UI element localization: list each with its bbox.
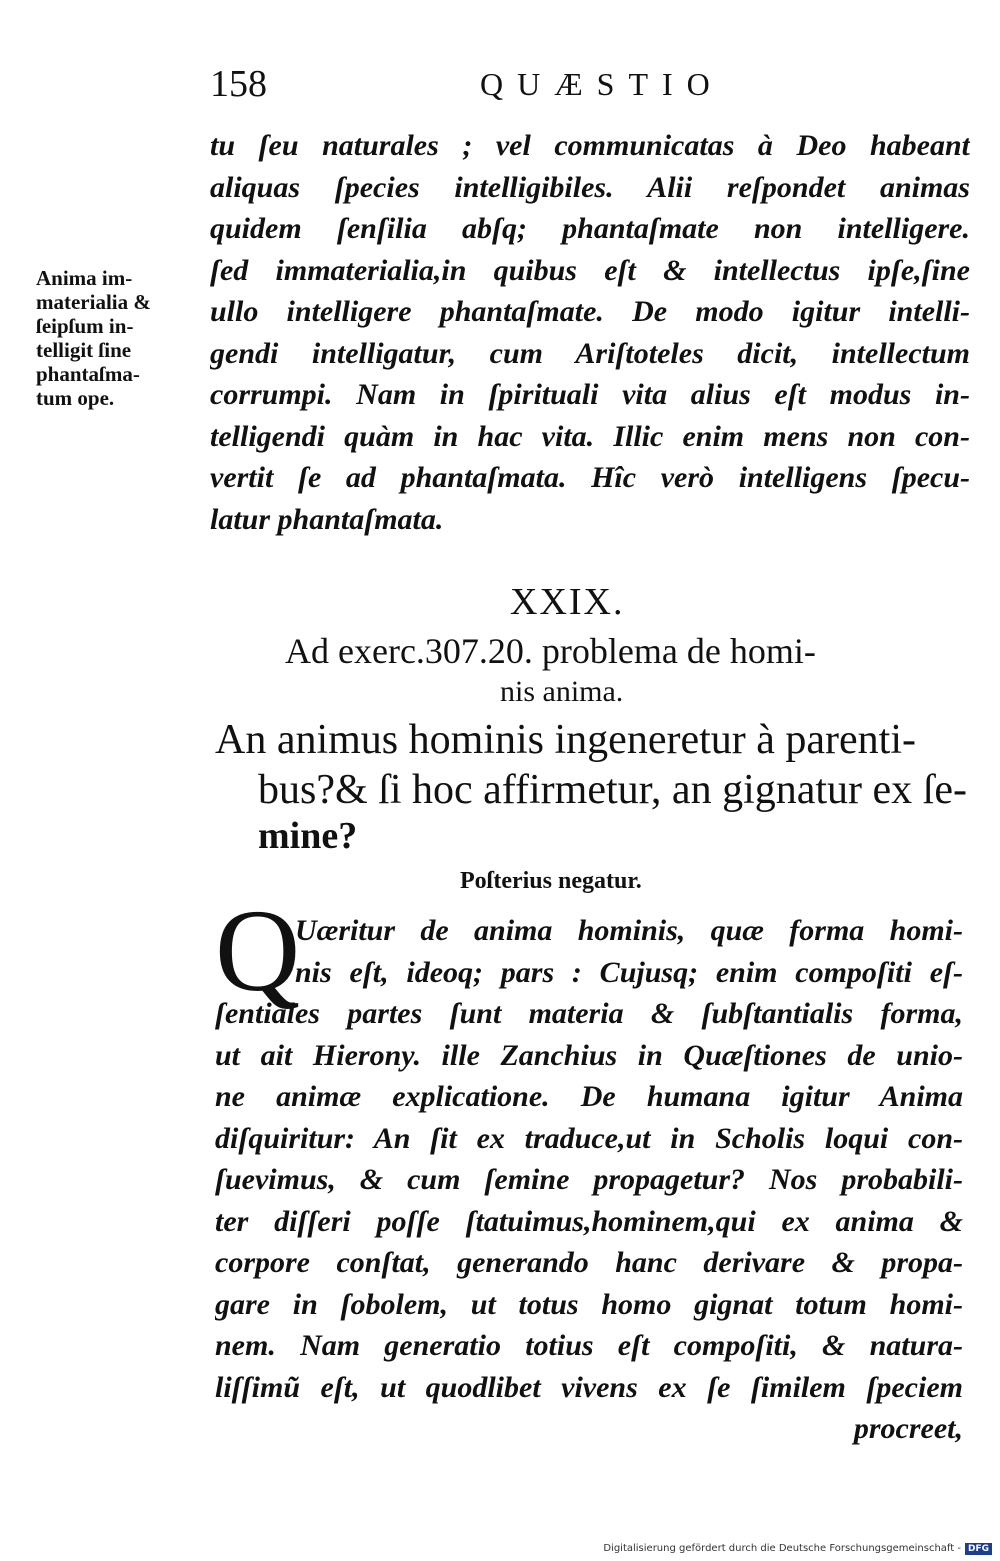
margin-note — [36, 266, 206, 410]
section-question: An animus hominis ingeneretur à parenti- — [215, 717, 916, 763]
margin-note-line: ſeipſum in- — [36, 314, 134, 338]
text-line: ne animæ explicatione. De humana igitur Anima — [215, 1080, 963, 1113]
text-line: ter diſſeri poſſe ſtatuimus,hominem,qui ex anima & — [215, 1204, 963, 1238]
text-line: telligendi quàm in hac vita. Illic enim mens non con- — [210, 419, 970, 453]
margin-note-line: materialia & — [36, 290, 151, 314]
text-line: gare in ſobolem, ut totus homo gignat totum homi- — [215, 1287, 963, 1321]
section-question: mine? — [258, 815, 358, 857]
text-line: ſed immaterialia,in quibus eſt & intellectus ipſe,ſine — [210, 253, 970, 287]
text-line: Uæritur de anima hominis, quæ forma homi- — [295, 914, 963, 947]
text-line: gendi intelligatur, cum Ariſtoteles dicit, intellectum — [210, 336, 970, 370]
page-header — [210, 62, 970, 112]
body-text-block — [215, 885, 963, 1450]
text-line: procreet, — [853, 1412, 963, 1445]
text-line: corrumpi. Nam in ſpirituali vita alius eſt modus in- — [210, 378, 970, 411]
dfg-logo: DFG — [965, 1543, 992, 1555]
drop-cap: Q — [215, 885, 301, 1016]
margin-note-line: Anima im- — [36, 266, 133, 290]
section-reference: Ad exerc.307.20. problema de homi- — [285, 631, 816, 671]
digitization-credit — [603, 1543, 992, 1555]
text-line: ſuevimus, & cum ſemine propagetur? Nos probabili- — [215, 1163, 963, 1196]
text-line: ſentiales partes ſunt materia & ſubſtantialis forma, — [215, 997, 963, 1030]
text-line: diſquiritur: An ſit ex traduce,ut in Scholis loqui con- — [215, 1121, 963, 1155]
text-line: tu ſeu naturales ; vel communicatas à Deo habeant — [210, 129, 970, 162]
credit-text: Digitalisierung gefördert durch die Deutsche Forschungsgemeinschaft - — [603, 1543, 961, 1554]
main-text-block — [210, 125, 970, 540]
running-head: QUÆSTIO — [480, 66, 724, 102]
margin-note-line: phantaſma- — [36, 362, 140, 386]
text-line: nis eſt, ideoq; pars : Cujusq; enim compoſiti eſ- — [295, 955, 963, 989]
text-line: ullo intelligere phantaſmate. De modo igitur intelli- — [210, 295, 970, 328]
text-line: aliquas ſpecies intelligibiles. Alii reſpondet animas — [210, 170, 970, 204]
text-line: ut ait Hierony. ille Zanchius in Quæſtiones de unio- — [215, 1038, 963, 1072]
page-number: 158 — [210, 63, 267, 105]
section-answer: Poſterius negatur. — [460, 868, 642, 894]
text-line: quidem ſenſilia abſq; phantaſmate non intelligere. — [210, 212, 970, 245]
section-reference: nis anima. — [500, 675, 624, 708]
text-line: vertit ſe ad phantaſmata. Hîc verò intelligens ſpecu- — [210, 461, 970, 494]
margin-note-line: telligit ſine — [36, 338, 132, 362]
section-question: bus?& ſi hoc affirmetur, an gignatur ex ſe- — [258, 767, 967, 813]
text-line: liſſimũ eſt, ut quodlibet vivens ex ſe ſimilem ſpeciem — [215, 1370, 963, 1404]
text-line: latur phantaſmata. — [210, 502, 444, 536]
margin-note-line: tum ope. — [36, 386, 115, 410]
section-number: XXIX. — [510, 581, 625, 623]
text-line: nem. Nam generatio totius eſt compoſiti, & natura- — [215, 1329, 963, 1362]
text-line: corpore conſtat, generando hanc derivare & propa- — [215, 1246, 963, 1279]
